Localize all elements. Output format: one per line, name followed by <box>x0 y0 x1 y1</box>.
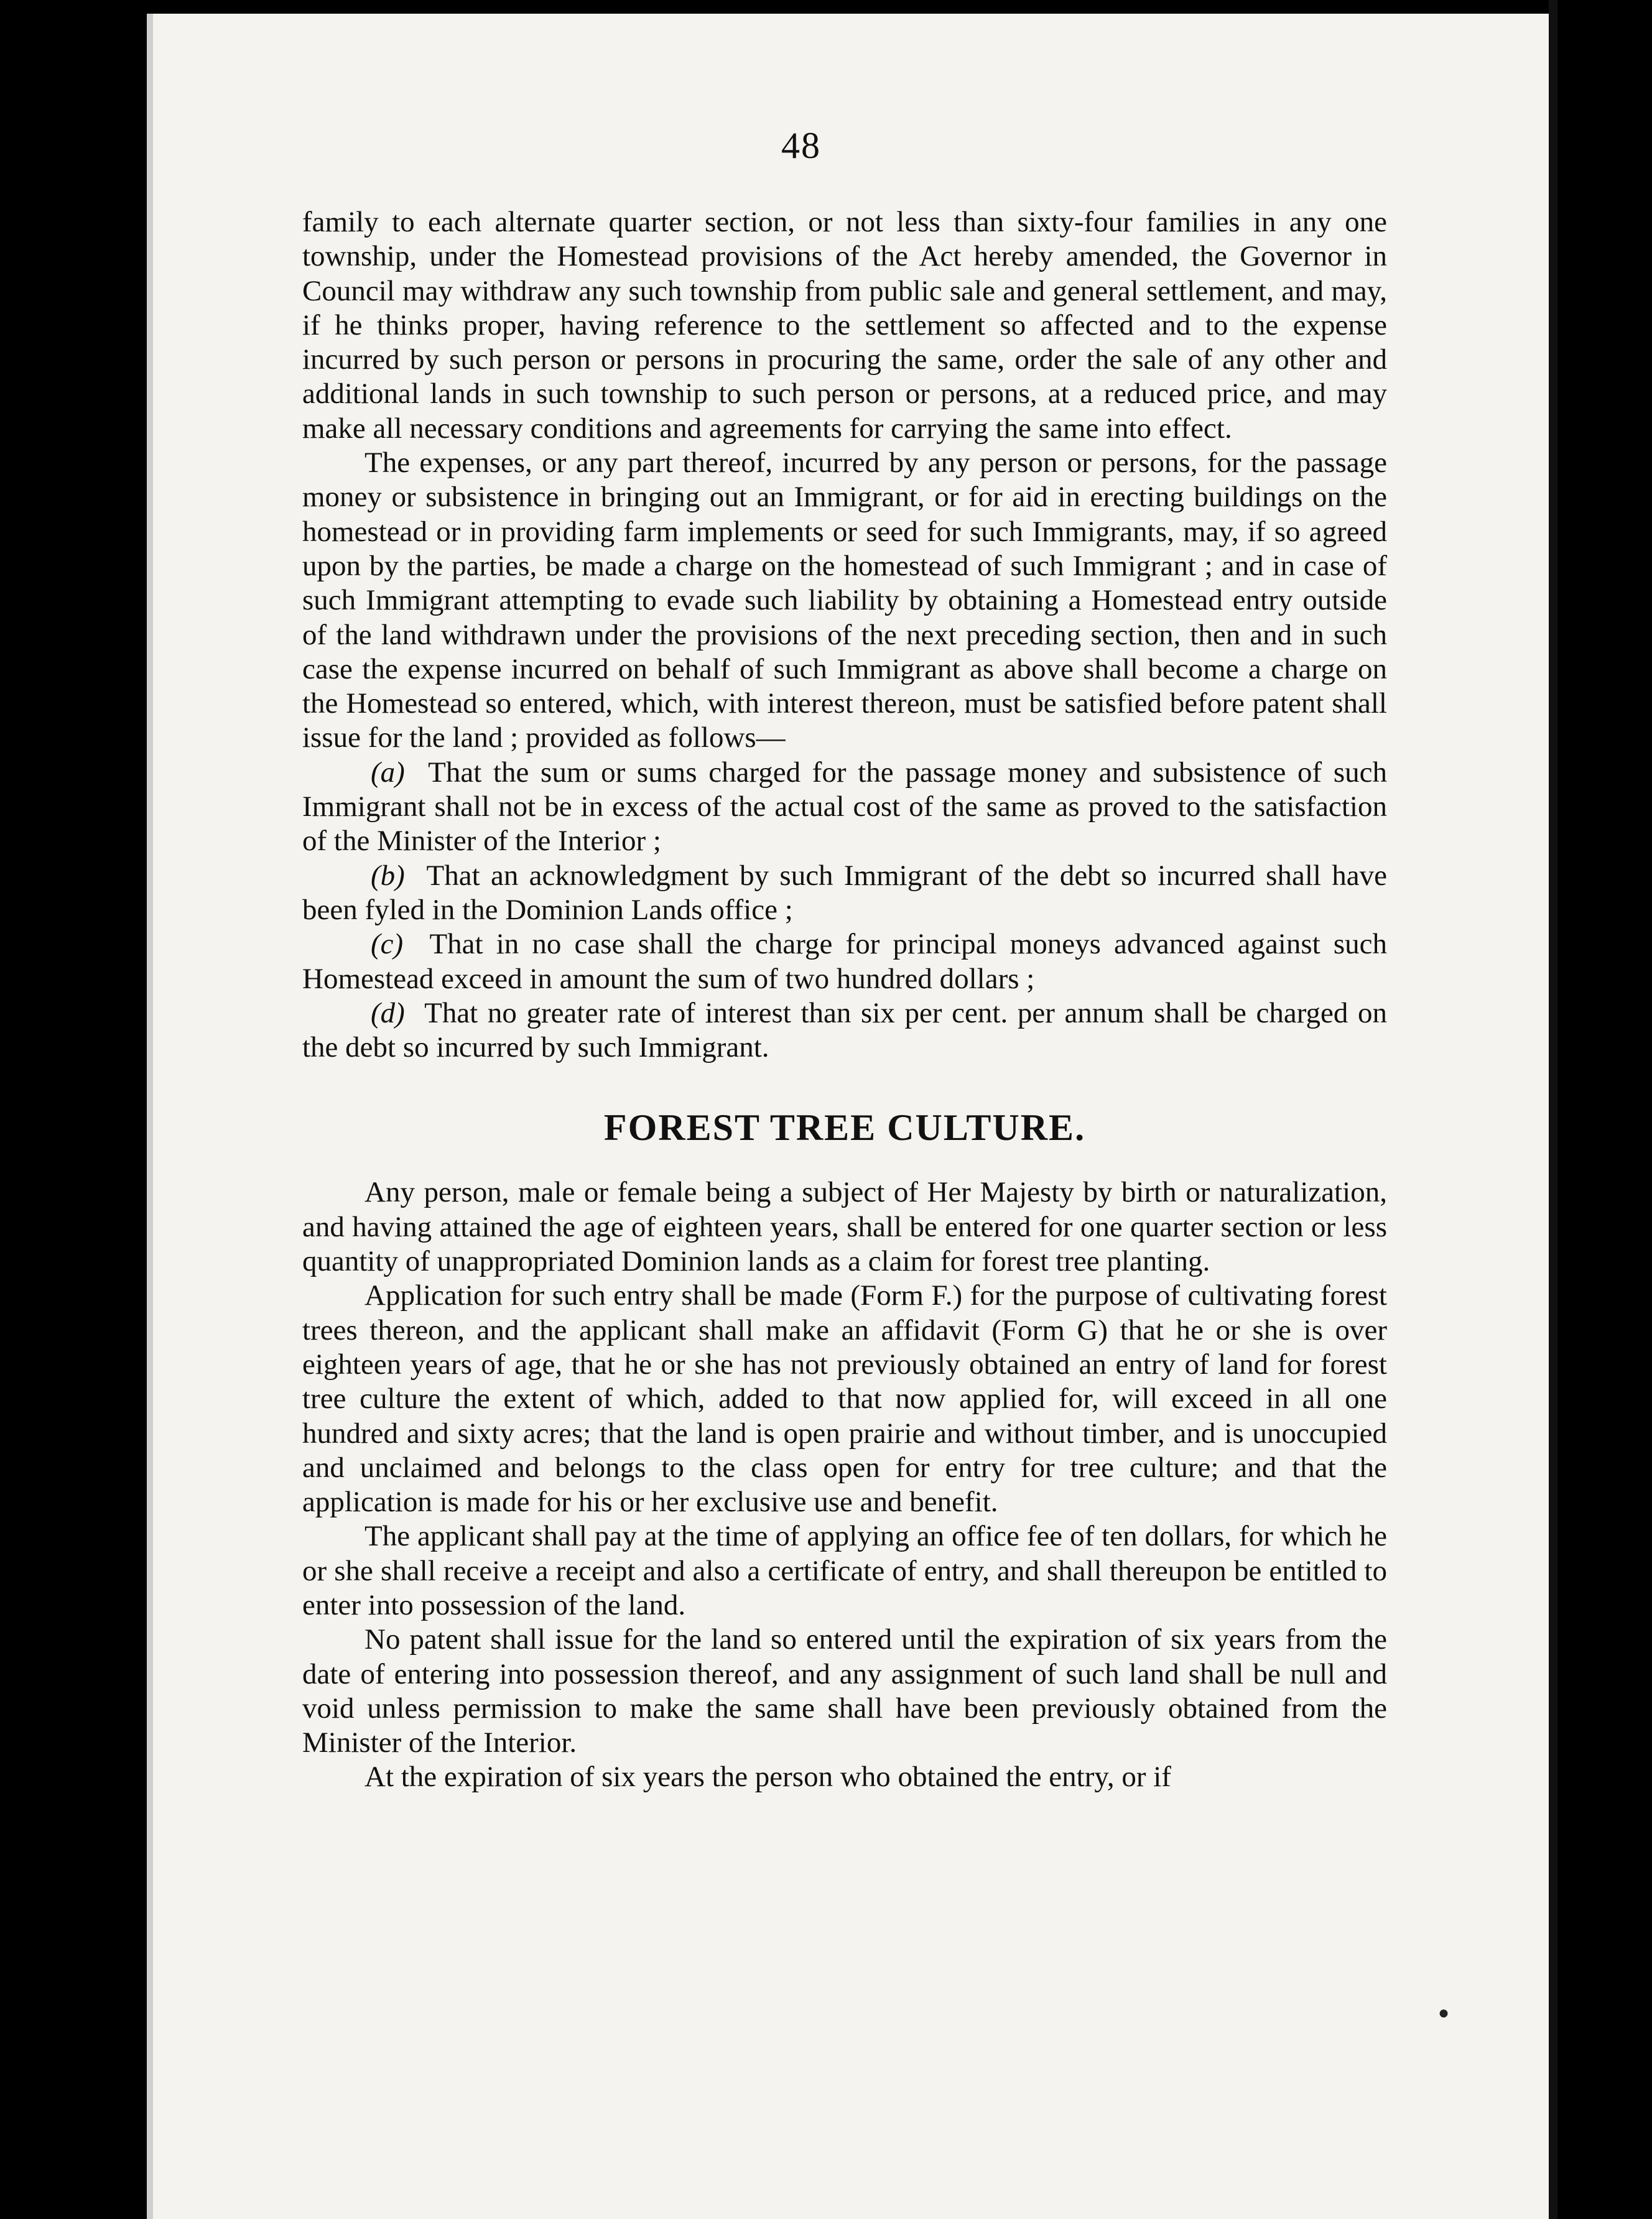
paragraph: family to each alternate quarter section, or not less than sixty-four families in any one township, under the Homestead provisions of the Act hereby amended, the Governor in Council may withdraw any such township from public sale and general settlement, and may, if he thinks proper, having reference to the settlement so affected and to the expense incurred by such person or persons in procuring the same, order the sale of any other and additional lands in such township to such person or persons, at a reduced price, and may make all necessary conditions and agreements for carrying the same into effect. <box>302 206 1387 445</box>
list-item-label: (a) <box>371 756 405 789</box>
scan-speck: ● <box>1438 2003 1450 2023</box>
list-item-text: That an acknowledgment by such Immigrant of the debt so incurred shall have been fyled in the Dominion Lands office ; <box>302 859 1388 926</box>
page-binding-edge <box>147 14 153 2219</box>
paragraph: No patent shall issue for the land so entered until the expiration of six years from the date of entering into possession thereof, and any assignment of such land shall be null and void unless permission to make the same shall have been previously obtained from the Minister of the Interior. <box>302 1623 1387 1759</box>
section-heading: FOREST TREE CULTURE. <box>603 1107 1086 1149</box>
list-item <box>302 859 1387 928</box>
page-right-edge <box>1549 0 1557 2219</box>
list-item-text: That the sum or sums charged for the passage money and subsistence of such Immigrant shall not be in excess of the actual cost of the same as proved to the satisfaction of the Minister of the Interior ; <box>302 756 1387 858</box>
list-item-text: That no greater rate of interest than six per cent. per annum shall be charged on the debt so incurred by such Immigrant. <box>302 996 1388 1064</box>
list-item <box>302 756 1387 859</box>
list-item-label: (b) <box>371 859 405 892</box>
list-item-label: (d) <box>371 996 405 1029</box>
list-item <box>302 996 1387 1065</box>
paragraph: Any person, male or female being a subject of Her Majesty by birth or naturalization, and having attained the age of eighteen years, shall be entered for one quarter section or less quantity of unappropriated Dominion lands as a claim for forest tree planting. <box>302 1176 1387 1278</box>
page-number: 48 <box>781 125 821 166</box>
paragraph: The expenses, or any part thereof, incurred by any person or persons, for the passage money or subsistence in bringing out an Immigrant, or for aid in erecting buildings on the homestead or in providing farm implements or seed for such Immigrants, may, if so agreed upon by the parties, be made a charge on the homestead of such Immigrant ; and in case of such Immigrant attempting to evade such liability by obtaining a Homestead entry outside of the land withdrawn under the provisions of the next preceding section, then and in such case the expense incurred on behalf of such Immigrant as above shall become a charge on the Homestead so entered, which, with interest thereon, must be satisfied before patent shall issue for the land ; provided as follows— <box>302 447 1387 754</box>
paragraph: At the expiration of six years the person who obtained the entry, or if <box>364 1761 1171 1794</box>
list-item-text: That in no case shall the charge for principal moneys advanced against such Homestead exceed in amount the sum of two hundred dollars ; <box>302 928 1388 995</box>
paragraph: Application for such entry shall be made (Form F.) for the purpose of cultivating forest trees thereon, and the applicant shall make an affidavit (Form G) that he or she is over eighteen years of age, that he or she has not previously obtained an entry of land for forest tree culture the extent of which, added to that now applied for, will exceed in all one hundred and sixty acres; that the land is open prairie and without timber, and is unoccupied and unclaimed and belongs to the class open for entry for tree culture; and that the application is made for his or her exclusive use and benefit. <box>302 1279 1387 1519</box>
list-item-label: (c) <box>371 928 404 961</box>
list-item <box>302 927 1387 996</box>
document-body <box>302 205 1387 1795</box>
paragraph: The applicant shall pay at the time of applying an office fee of ten dollars, for which he or she shall receive a receipt and also a certificate of entry, and shall thereupon be entitled to enter into possession of the land. <box>302 1520 1387 1621</box>
